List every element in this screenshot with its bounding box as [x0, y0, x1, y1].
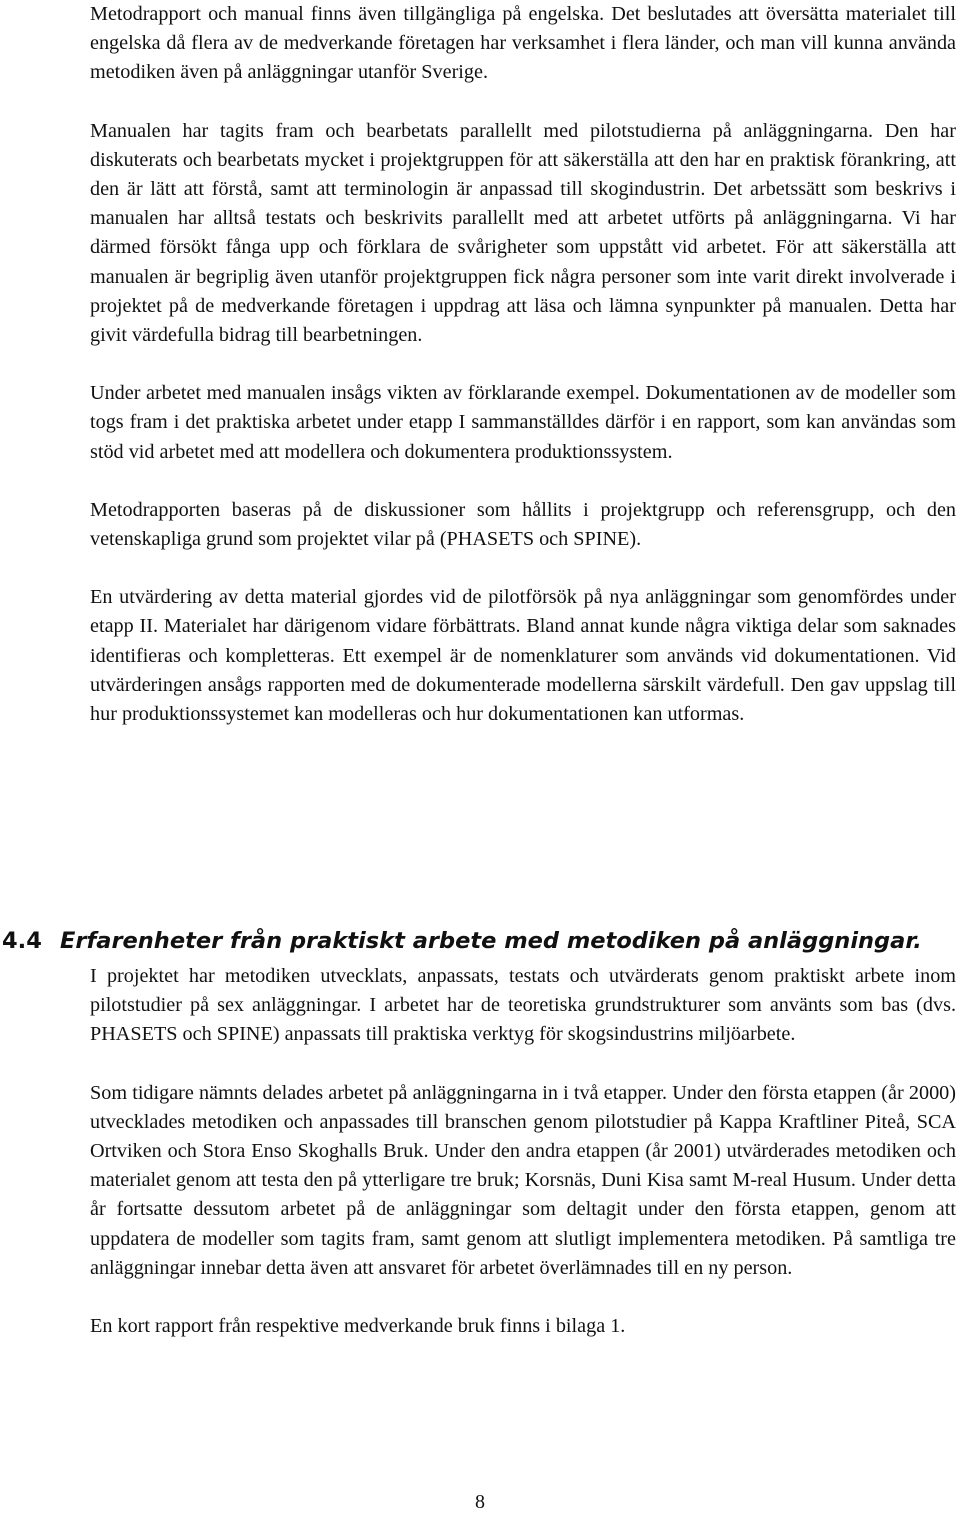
- paragraph-gap: [90, 1283, 956, 1312]
- paragraph-project-methods: I projektet har metodiken utvecklats, anpassats, testats och utvärderats genom praktiskt arbete inom pilotstudier på sex anläggningar. I arbetet har de teoretiska grundstrukturer som använts som bas (dvs. PHASETS och SPINE) anpassats till praktiska verktyg för skogsindustrins miljöarbete.: [90, 965, 956, 1046]
- paragraph-evaluation: En utvärdering av detta material gjordes vid de pilotförsök på nya anläggningar som genomfördes under etapp II. Materialet har därigenom vidare förbättrats. Bland annat kunde några viktiga delar som saknades identifieras och kompletteras. Ett exempel är de nomenklaturer som används vid dokumentationen. Vid utvärderingen ansågs rapporten med de dokumenterade modellerna särskilt värdefull. Den gav uppslag till hur produktionssystemet kan modelleras och hur dokumentationen kan utformas.: [90, 586, 956, 726]
- paragraph-gap: [90, 1050, 956, 1079]
- section-number: 4.4: [2, 928, 42, 954]
- page-body: [90, 0, 956, 729]
- section-body: [90, 962, 956, 1341]
- paragraph-examples: Under arbetet med manualen insågs vikten av förklarande exempel. Dokumentationen av de modeller som togs fram i det praktiska arbetet under etapp I sammanställdes därför i en rapport, som kan användas som stöd vid arbetet med att modellera och dokumentera produktionssystem.: [90, 382, 956, 463]
- paragraph-stages: Som tidigare nämnts delades arbetet på anläggningarna in i två etapper. Under den första etappen (år 2000) utvecklades metodiken och anpassades till branschen genom pilotstudier på Kappa Kraftliner Piteå, SCA Ortviken och Stora Enso Skoghalls Bruk. Under den andra etappen (år 2001) utvärderades metodiken och materialet genom att testa den på ytterligare tre bruk; Korsnäs, Duni Kisa samt M-real Husum. Under detta år fortsatte dessutom arbetet på de anläggningar som deltagit under den första etappen, genom att uppdatera de modeller som tagits fram, samt genom att slutligt implementera metodiken. På samtliga tre anläggningar innebar detta även att ansvaret för arbetet överlämnades till en ny person.: [90, 1081, 956, 1279]
- section-title: Erfarenheter från praktiskt arbete med metodiken på anläggningar.: [60, 928, 922, 954]
- paragraph-gap: [90, 350, 956, 379]
- paragraph-method-report: Metodrapporten baseras på de diskussioner som hållits i projektgrupp och referensgrupp, och den vetenskapliga grund som projektet vilar på (PHASETS och SPINE).: [90, 498, 956, 551]
- paragraph-english-version: Metodrapport och manual finns även tillgängliga på engelska. Det beslutades att översätta materialet till engelska då flera av de medverkande företagen har verksamhet i flera länder, och man vill kunna använda metodiken även på anläggningar utanför Sverige.: [90, 3, 956, 84]
- paragraph-gap: [90, 467, 956, 496]
- paragraph-gap: [90, 88, 956, 117]
- paragraph-manual-development: Manualen har tagits fram och bearbetats parallellt med pilotstudierna på anläggningarna. Den har diskuterats och bearbetats mycket i projektgruppen för att säkerställa att den har en praktisk förankring, att den är lätt att förstå, samt att terminologin är anpassad till skogindustrin. Det arbetssätt som beskrivs i manualen har alltså testats och beskrivits parallellt med att arbetet utförts på anläggningarna. Vi har därmed försökt fånga upp och förklara de svårigheter som uppstått vid arbetet. För att säkerställa att manualen är begriplig även utanför projektgruppen fick några personer som inte varit direkt involverade i projektet på de medverkande företagen i uppdrag att läsa och lämna synpunkter på manualen. Detta har givit värdefulla bidrag till bearbetningen.: [90, 119, 956, 347]
- section-heading: [2, 926, 922, 956]
- paragraph-appendix-reference: En kort rapport från respektive medverkande bruk finns i bilaga 1.: [90, 1315, 626, 1338]
- page-number: 8: [475, 1491, 485, 1513]
- paragraph-gap: [90, 554, 956, 583]
